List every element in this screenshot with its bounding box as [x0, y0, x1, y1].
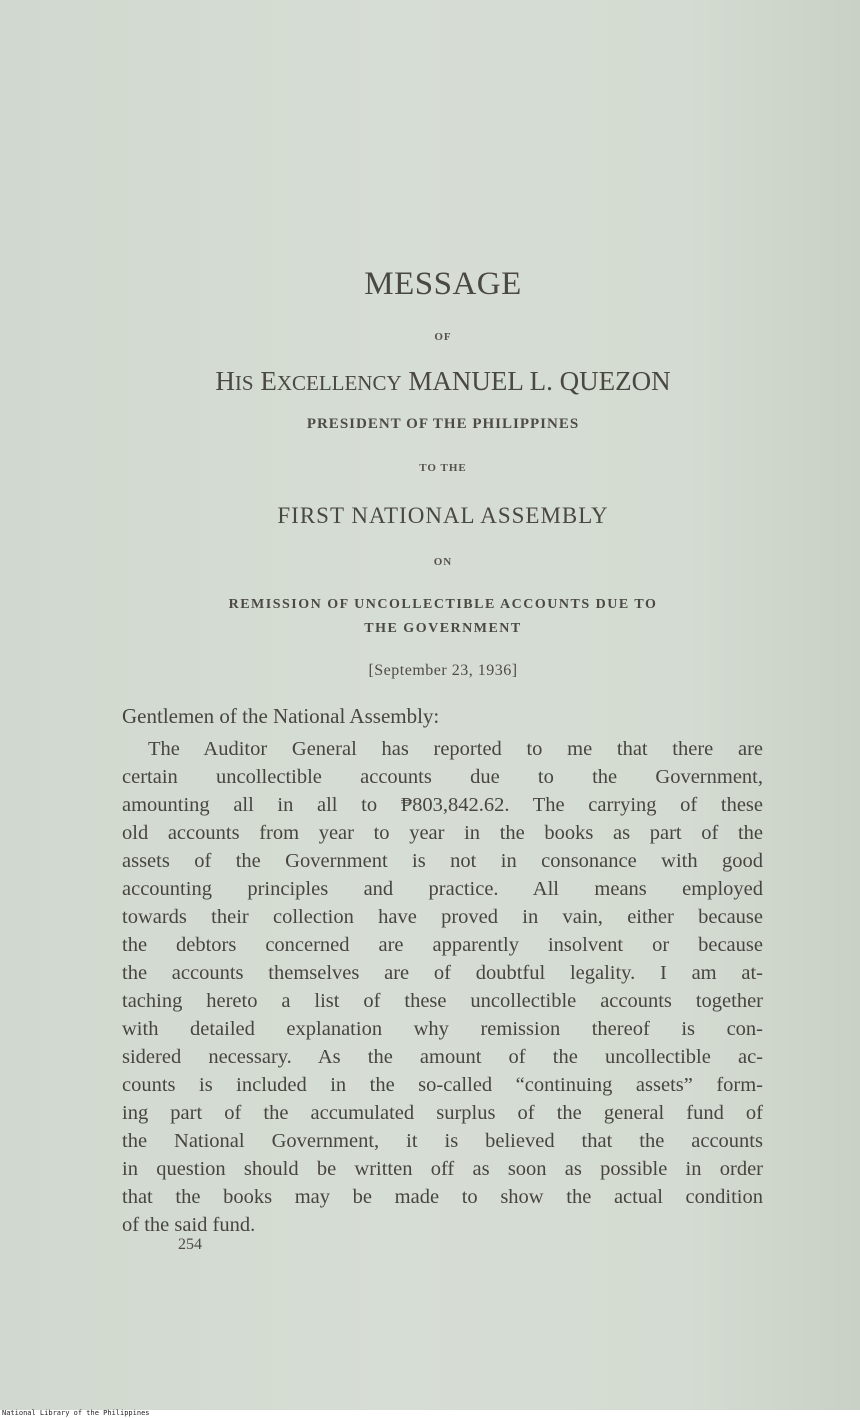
name-text: MANUEL L. QUEZON: [408, 366, 671, 396]
body-line: old accounts from year to year in the books as part of the: [122, 822, 763, 844]
subject-line-2: THE GOVERNMENT: [364, 621, 522, 636]
name-prefix-xcellency: XCELLENCY: [276, 371, 402, 395]
body-line: in question should be written off as soon as possible in order: [122, 1158, 763, 1180]
salutation: Gentlemen of the National Assembly:: [122, 704, 440, 728]
body-line: ing part of the accumulated surplus of the general fund of: [122, 1102, 763, 1124]
sender-position: PRESIDENT OF THE PHILIPPINES: [306, 416, 580, 432]
on-label: ON: [433, 556, 453, 568]
body-line: certain uncollectible accounts due to the Government,: [122, 766, 763, 788]
body-line: towards their collection have proved in vain, either because: [122, 906, 763, 928]
body-line: amounting all in all to ₱803,842.62. The carrying of these: [122, 794, 763, 816]
body-line: taching hereto a list of these uncollectible accounts together: [122, 990, 763, 1012]
body-line: The Auditor General has reported to me that there are: [148, 738, 763, 760]
body-line: the accounts themselves are of doubtful legality. I am at-: [122, 962, 763, 984]
to-the-label: TO THE: [419, 462, 467, 474]
body-line: the National Government, it is believed that the accounts: [122, 1130, 763, 1152]
body-line: assets of the Government is not in consonance with good: [122, 850, 763, 872]
recipient: FIRST NATIONAL ASSEMBLY: [277, 503, 609, 528]
body-line: that the books may be made to show the actual condition: [122, 1186, 763, 1208]
body-line: sidered necessary. As the amount of the uncollectible ac-: [122, 1046, 763, 1068]
sender-name: [0, 366, 860, 397]
document-title: MESSAGE: [364, 266, 522, 302]
name-prefix-h: H: [215, 366, 235, 396]
body-line: the debtors concerned are apparently insolvent or because: [122, 934, 763, 956]
of-label: OF: [434, 331, 452, 343]
subject-line-1: REMISSION OF UNCOLLECTIBLE ACCOUNTS DUE TO: [228, 597, 658, 612]
name-prefix-is: IS: [234, 371, 254, 395]
body-line: accounting principles and practice. All means employed: [122, 878, 763, 900]
message-date: [September 23, 1936]: [368, 662, 518, 679]
body-line: counts is included in the so-called “continuing assets” form-: [122, 1074, 763, 1096]
page-number: 254: [178, 1236, 202, 1253]
body-line: of the said fund.: [122, 1214, 256, 1236]
body-line: with detailed explanation why remission thereof is con-: [122, 1018, 763, 1040]
footer-credit: National Library of the Philippines: [2, 1409, 150, 1417]
name-prefix-e: E: [260, 366, 277, 396]
